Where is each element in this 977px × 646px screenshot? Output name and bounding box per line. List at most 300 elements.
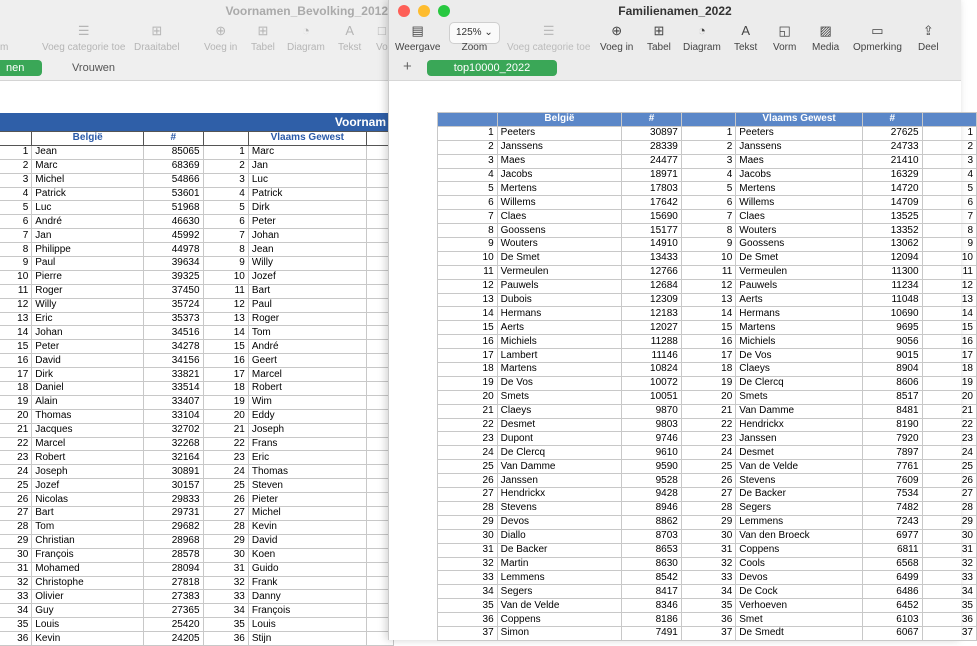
rank-cell[interactable]: 6 xyxy=(0,215,32,229)
count-cell[interactable]: 8542 xyxy=(622,571,682,585)
rank-cell[interactable]: 4 xyxy=(681,168,735,182)
count-cell[interactable]: 35724 xyxy=(144,298,203,312)
table-row[interactable] xyxy=(438,238,977,252)
name-cell[interactable]: David xyxy=(32,354,144,368)
name-cell[interactable]: De Backer xyxy=(497,543,622,557)
count-cell[interactable]: 11234 xyxy=(862,279,922,293)
rank-cell[interactable]: 37 xyxy=(438,626,498,640)
count-cell[interactable]: 8517 xyxy=(862,390,922,404)
rank-cell[interactable]: 32 xyxy=(203,576,248,590)
rank-cell[interactable]: 3 xyxy=(438,154,498,168)
count-cell[interactable]: 8346 xyxy=(622,599,682,613)
rank-cell[interactable]: 26 xyxy=(0,493,32,507)
back-category-button[interactable]: ☰ Voeg categorie toe xyxy=(42,23,126,53)
rank-cell[interactable]: 34 xyxy=(922,585,976,599)
count-cell[interactable]: 53601 xyxy=(144,187,203,201)
count-cell[interactable]: 10072 xyxy=(622,376,682,390)
count-cell[interactable]: 24477 xyxy=(622,154,682,168)
rank-cell[interactable]: 14 xyxy=(0,326,32,340)
rank-cell[interactable]: 6 xyxy=(681,196,735,210)
name-cell[interactable]: Vermeulen xyxy=(497,265,622,279)
name-cell[interactable]: Thomas xyxy=(248,465,366,479)
count-cell[interactable]: 6103 xyxy=(862,613,922,627)
count-cell[interactable]: 16329 xyxy=(862,168,922,182)
rank-cell[interactable]: 31 xyxy=(681,543,735,557)
table-row[interactable] xyxy=(0,465,394,479)
rank-cell[interactable]: 11 xyxy=(438,265,498,279)
count-cell[interactable]: 28578 xyxy=(144,548,203,562)
rank-cell[interactable]: 2 xyxy=(0,159,32,173)
table-row[interactable] xyxy=(0,326,394,340)
rank-cell[interactable]: 19 xyxy=(922,376,976,390)
table-row[interactable] xyxy=(438,585,977,599)
rank-cell[interactable]: 9 xyxy=(922,238,976,252)
rank-cell[interactable]: 7 xyxy=(0,229,32,243)
count-cell[interactable]: 32702 xyxy=(144,423,203,437)
rank-cell[interactable]: 1 xyxy=(681,126,735,140)
name-cell[interactable]: Jan xyxy=(248,159,366,173)
name-cell[interactable]: Stevens xyxy=(497,501,622,515)
name-cell[interactable]: Maes xyxy=(497,154,622,168)
rank-cell[interactable]: 14 xyxy=(922,307,976,321)
rank-cell[interactable]: 4 xyxy=(0,187,32,201)
table-row[interactable] xyxy=(438,626,977,640)
rank-cell[interactable]: 2 xyxy=(922,140,976,154)
rank-cell[interactable]: 21 xyxy=(203,423,248,437)
rank-cell[interactable]: 31 xyxy=(922,543,976,557)
count-cell[interactable]: 7920 xyxy=(862,432,922,446)
rank-cell[interactable]: 9 xyxy=(438,238,498,252)
table-row[interactable] xyxy=(438,613,977,627)
count-cell[interactable]: 44978 xyxy=(144,243,203,257)
table-row[interactable] xyxy=(0,243,394,257)
table-row[interactable] xyxy=(438,515,977,529)
rank-cell[interactable]: 19 xyxy=(681,376,735,390)
table-row[interactable] xyxy=(0,562,394,576)
rank-cell[interactable]: 22 xyxy=(0,437,32,451)
name-cell[interactable]: André xyxy=(32,215,144,229)
count-cell[interactable]: 28968 xyxy=(144,534,203,548)
table-row[interactable] xyxy=(0,409,394,423)
rank-cell[interactable]: 13 xyxy=(681,293,735,307)
count-cell[interactable]: 11300 xyxy=(862,265,922,279)
table-row[interactable] xyxy=(438,224,977,238)
rank-cell[interactable]: 3 xyxy=(0,173,32,187)
rank-cell[interactable]: 17 xyxy=(0,368,32,382)
table-row[interactable] xyxy=(0,576,394,590)
name-cell[interactable]: Guy xyxy=(32,604,144,618)
rank-cell[interactable]: 4 xyxy=(438,168,498,182)
name-cell[interactable]: Tom xyxy=(248,326,366,340)
name-cell[interactable]: Pierre xyxy=(32,270,144,284)
rank-cell[interactable]: 21 xyxy=(681,404,735,418)
count-cell[interactable]: 34278 xyxy=(144,340,203,354)
name-cell[interactable]: Mertens xyxy=(497,182,622,196)
count-cell[interactable]: 85065 xyxy=(144,145,203,159)
rank-cell[interactable]: 15 xyxy=(203,340,248,354)
count-cell[interactable]: 27818 xyxy=(144,576,203,590)
name-cell[interactable]: Goossens xyxy=(736,238,863,252)
table-row[interactable] xyxy=(438,251,977,265)
count-cell[interactable]: 15177 xyxy=(622,224,682,238)
name-cell[interactable]: Olivier xyxy=(32,590,144,604)
rank-cell[interactable]: 30 xyxy=(922,529,976,543)
rank-cell[interactable]: 24 xyxy=(681,446,735,460)
name-cell[interactable]: Roger xyxy=(248,312,366,326)
rank-cell[interactable]: 36 xyxy=(203,632,248,646)
name-cell[interactable]: Roger xyxy=(32,284,144,298)
name-cell[interactable]: Simon xyxy=(497,626,622,640)
count-cell[interactable]: 9056 xyxy=(862,335,922,349)
count-cell[interactable]: 8653 xyxy=(622,543,682,557)
count-cell[interactable]: 32268 xyxy=(144,437,203,451)
table-row[interactable] xyxy=(438,126,977,140)
count-cell[interactable]: 45992 xyxy=(144,229,203,243)
count-cell[interactable]: 7243 xyxy=(862,515,922,529)
count-cell[interactable]: 8862 xyxy=(622,515,682,529)
rank-cell[interactable]: 36 xyxy=(438,613,498,627)
table-row[interactable] xyxy=(438,335,977,349)
rank-cell[interactable]: 33 xyxy=(0,590,32,604)
table-row[interactable] xyxy=(0,479,394,493)
name-cell[interactable]: Van Damme xyxy=(497,460,622,474)
name-cell[interactable]: Jozef xyxy=(32,479,144,493)
name-cell[interactable]: Stevens xyxy=(736,474,863,488)
rank-cell[interactable]: 34 xyxy=(438,585,498,599)
rank-cell[interactable]: 8 xyxy=(0,243,32,257)
rank-cell[interactable]: 36 xyxy=(922,613,976,627)
rank-cell[interactable]: 21 xyxy=(922,404,976,418)
rank-cell[interactable]: 5 xyxy=(681,182,735,196)
name-cell[interactable]: Maes xyxy=(736,154,863,168)
rank-cell[interactable]: 12 xyxy=(681,279,735,293)
rank-cell[interactable]: 28 xyxy=(203,520,248,534)
table-row[interactable] xyxy=(0,201,394,215)
rank-cell[interactable]: 16 xyxy=(203,354,248,368)
rank-cell[interactable]: 33 xyxy=(203,590,248,604)
count-cell[interactable]: 9015 xyxy=(862,349,922,363)
name-cell[interactable]: Guido xyxy=(248,562,366,576)
name-cell[interactable]: Jacobs xyxy=(736,168,863,182)
table-row[interactable] xyxy=(0,284,394,298)
count-cell[interactable]: 6977 xyxy=(862,529,922,543)
name-cell[interactable]: Bart xyxy=(32,507,144,521)
name-cell[interactable]: Claes xyxy=(736,210,863,224)
name-cell[interactable]: Willems xyxy=(736,196,863,210)
name-cell[interactable]: Daniel xyxy=(32,382,144,396)
rank-cell[interactable]: 18 xyxy=(438,363,498,377)
count-cell[interactable]: 28094 xyxy=(144,562,203,576)
name-cell[interactable]: Peeters xyxy=(497,126,622,140)
rank-cell[interactable]: 6 xyxy=(922,196,976,210)
rank-cell[interactable]: 31 xyxy=(0,562,32,576)
count-cell[interactable]: 12094 xyxy=(862,251,922,265)
table-row[interactable] xyxy=(0,437,394,451)
back-text-button[interactable]: A Tekst xyxy=(338,23,362,53)
table-row[interactable] xyxy=(0,590,394,604)
name-cell[interactable]: Robert xyxy=(248,382,366,396)
count-cell[interactable]: 28339 xyxy=(622,140,682,154)
count-cell[interactable]: 18971 xyxy=(622,168,682,182)
count-cell[interactable]: 6811 xyxy=(862,543,922,557)
count-cell[interactable]: 13352 xyxy=(862,224,922,238)
name-cell[interactable]: Joseph xyxy=(32,465,144,479)
rank-cell[interactable]: 1 xyxy=(0,145,32,159)
count-cell[interactable]: 13062 xyxy=(862,238,922,252)
count-cell[interactable]: 14709 xyxy=(862,196,922,210)
name-cell[interactable]: Goossens xyxy=(497,224,622,238)
rank-cell[interactable]: 15 xyxy=(922,321,976,335)
name-cell[interactable]: Marc xyxy=(248,145,366,159)
table-row[interactable] xyxy=(0,520,394,534)
count-cell[interactable]: 24205 xyxy=(144,632,203,646)
count-cell[interactable]: 6452 xyxy=(862,599,922,613)
rank-cell[interactable]: 29 xyxy=(681,515,735,529)
name-cell[interactable]: Nicolas xyxy=(32,493,144,507)
rank-cell[interactable]: 35 xyxy=(0,618,32,632)
name-cell[interactable]: David xyxy=(248,534,366,548)
name-cell[interactable]: Segers xyxy=(497,585,622,599)
count-cell[interactable]: 9803 xyxy=(622,418,682,432)
table-row[interactable] xyxy=(0,173,394,187)
table-row[interactable] xyxy=(438,432,977,446)
name-cell[interactable]: Lemmens xyxy=(736,515,863,529)
count-cell[interactable]: 21410 xyxy=(862,154,922,168)
rank-cell[interactable]: 23 xyxy=(438,432,498,446)
name-cell[interactable]: Marcel xyxy=(248,368,366,382)
rank-cell[interactable]: 1 xyxy=(438,126,498,140)
name-cell[interactable]: Hendrickx xyxy=(736,418,863,432)
comment-button[interactable]: ▭ Opmerking xyxy=(853,23,902,53)
count-cell[interactable]: 6499 xyxy=(862,571,922,585)
count-cell[interactable]: 6568 xyxy=(862,557,922,571)
rank-cell[interactable]: 33 xyxy=(681,571,735,585)
rank-cell[interactable]: 19 xyxy=(203,395,248,409)
table-row[interactable] xyxy=(438,571,977,585)
table-row[interactable] xyxy=(0,229,394,243)
name-cell[interactable]: Steven xyxy=(248,479,366,493)
name-cell[interactable]: Eric xyxy=(248,451,366,465)
rank-cell[interactable]: 16 xyxy=(681,335,735,349)
name-cell[interactable]: Willy xyxy=(248,257,366,271)
insert-button[interactable]: ⊕ Voeg in xyxy=(600,23,634,53)
table-row[interactable] xyxy=(0,145,394,159)
name-cell[interactable]: Patrick xyxy=(248,187,366,201)
name-cell[interactable]: Jacques xyxy=(32,423,144,437)
rank-cell[interactable]: 35 xyxy=(438,599,498,613)
back-shape-button[interactable]: □ Vo xyxy=(376,23,388,53)
name-cell[interactable]: De Clercq xyxy=(736,376,863,390)
name-cell[interactable]: Van de Velde xyxy=(736,460,863,474)
rank-cell[interactable]: 23 xyxy=(922,432,976,446)
name-cell[interactable]: Danny xyxy=(248,590,366,604)
rank-cell[interactable]: 14 xyxy=(438,307,498,321)
count-cell[interactable]: 34516 xyxy=(144,326,203,340)
name-cell[interactable]: Jean xyxy=(32,145,144,159)
name-cell[interactable]: Louis xyxy=(32,618,144,632)
table-row[interactable] xyxy=(438,599,977,613)
rank-cell[interactable]: 14 xyxy=(681,307,735,321)
table-row[interactable] xyxy=(438,293,977,307)
rank-cell[interactable]: 5 xyxy=(922,182,976,196)
chart-button[interactable]: ◔ Diagram xyxy=(683,23,721,53)
table-row[interactable] xyxy=(438,404,977,418)
table-row[interactable] xyxy=(438,543,977,557)
rank-cell[interactable]: 6 xyxy=(438,196,498,210)
rank-cell[interactable]: 37 xyxy=(681,626,735,640)
table-row[interactable] xyxy=(0,298,394,312)
name-cell[interactable]: Kevin xyxy=(32,632,144,646)
name-cell[interactable]: Claeys xyxy=(497,404,622,418)
count-cell[interactable]: 10051 xyxy=(622,390,682,404)
zoom-button[interactable]: 125% ⌄ Zoom xyxy=(449,22,500,53)
rank-cell[interactable]: 7 xyxy=(203,229,248,243)
count-cell[interactable]: 9428 xyxy=(622,488,682,502)
count-cell[interactable]: 24733 xyxy=(862,140,922,154)
back-window[interactable] xyxy=(0,0,390,644)
count-cell[interactable]: 8703 xyxy=(622,529,682,543)
name-cell[interactable]: Martens xyxy=(736,321,863,335)
rank-cell[interactable]: 8 xyxy=(438,224,498,238)
rank-cell[interactable]: 29 xyxy=(438,515,498,529)
name-cell[interactable]: Eddy xyxy=(248,409,366,423)
name-cell[interactable]: Christian xyxy=(32,534,144,548)
rank-cell[interactable]: 3 xyxy=(203,173,248,187)
name-cell[interactable]: Michiels xyxy=(736,335,863,349)
rank-cell[interactable]: 34 xyxy=(681,585,735,599)
count-cell[interactable]: 35373 xyxy=(144,312,203,326)
name-cell[interactable]: François xyxy=(32,548,144,562)
rank-cell[interactable]: 27 xyxy=(922,488,976,502)
rank-cell[interactable]: 31 xyxy=(438,543,498,557)
rank-cell[interactable]: 22 xyxy=(681,418,735,432)
rank-cell[interactable]: 27 xyxy=(681,488,735,502)
rank-cell[interactable]: 26 xyxy=(681,474,735,488)
table-row[interactable] xyxy=(438,349,977,363)
name-cell[interactable]: François xyxy=(248,604,366,618)
table-row[interactable] xyxy=(438,529,977,543)
name-cell[interactable]: Tom xyxy=(32,520,144,534)
table-row[interactable] xyxy=(0,618,394,632)
zoom-dropdown[interactable]: 125% ⌄ xyxy=(449,22,500,44)
table-row[interactable] xyxy=(0,312,394,326)
name-cell[interactable]: De Smet xyxy=(497,251,622,265)
table-button[interactable]: ⊞ Tabel xyxy=(647,23,671,53)
rank-cell[interactable]: 10 xyxy=(0,270,32,284)
rank-cell[interactable]: 8 xyxy=(922,224,976,238)
table-row[interactable] xyxy=(438,376,977,390)
count-cell[interactable]: 32164 xyxy=(144,451,203,465)
back-insert-button[interactable]: ⊕ Voeg in xyxy=(204,23,238,53)
name-cell[interactable]: Claeys xyxy=(736,363,863,377)
rank-cell[interactable]: 15 xyxy=(438,321,498,335)
add-sheet-icon[interactable]: + xyxy=(403,58,412,75)
name-cell[interactable]: Peter xyxy=(248,215,366,229)
table-row[interactable] xyxy=(438,363,977,377)
name-cell[interactable]: Marc xyxy=(32,159,144,173)
rank-cell[interactable]: 17 xyxy=(681,349,735,363)
table-row[interactable] xyxy=(438,279,977,293)
name-cell[interactable]: De Vos xyxy=(497,376,622,390)
count-cell[interactable]: 54866 xyxy=(144,173,203,187)
table-row[interactable] xyxy=(0,215,394,229)
count-cell[interactable]: 9590 xyxy=(622,460,682,474)
rank-cell[interactable]: 17 xyxy=(922,349,976,363)
table-row[interactable] xyxy=(438,321,977,335)
rank-cell[interactable]: 22 xyxy=(922,418,976,432)
count-cell[interactable]: 12766 xyxy=(622,265,682,279)
name-cell[interactable]: Johan xyxy=(32,326,144,340)
name-cell[interactable]: Geert xyxy=(248,354,366,368)
count-cell[interactable]: 12027 xyxy=(622,321,682,335)
name-cell[interactable]: Desmet xyxy=(497,418,622,432)
table-row[interactable] xyxy=(0,395,394,409)
table-row[interactable] xyxy=(438,390,977,404)
rank-cell[interactable]: 34 xyxy=(203,604,248,618)
table-row[interactable] xyxy=(438,474,977,488)
count-cell[interactable]: 7482 xyxy=(862,501,922,515)
name-cell[interactable]: Michel xyxy=(32,173,144,187)
count-cell[interactable]: 39634 xyxy=(144,257,203,271)
rank-cell[interactable]: 10 xyxy=(922,251,976,265)
name-cell[interactable]: Stijn xyxy=(248,632,366,646)
rank-cell[interactable]: 21 xyxy=(438,404,498,418)
count-cell[interactable]: 8186 xyxy=(622,613,682,627)
name-cell[interactable]: Coppens xyxy=(736,543,863,557)
name-cell[interactable]: Michel xyxy=(248,507,366,521)
rank-cell[interactable]: 20 xyxy=(922,390,976,404)
name-cell[interactable]: Johan xyxy=(248,229,366,243)
rank-cell[interactable]: 22 xyxy=(438,418,498,432)
rank-cell[interactable]: 20 xyxy=(681,390,735,404)
rank-cell[interactable]: 11 xyxy=(0,284,32,298)
rank-cell[interactable]: 27 xyxy=(438,488,498,502)
front-table[interactable] xyxy=(437,112,977,641)
table-row[interactable] xyxy=(0,368,394,382)
name-cell[interactable]: Pauwels xyxy=(497,279,622,293)
table-row[interactable] xyxy=(0,507,394,521)
rank-cell[interactable]: 26 xyxy=(438,474,498,488)
name-cell[interactable]: Luc xyxy=(32,201,144,215)
rank-cell[interactable]: 25 xyxy=(922,460,976,474)
count-cell[interactable]: 11288 xyxy=(622,335,682,349)
table-row[interactable] xyxy=(0,451,394,465)
count-cell[interactable]: 14910 xyxy=(622,238,682,252)
rank-cell[interactable]: 26 xyxy=(203,493,248,507)
count-cell[interactable]: 37450 xyxy=(144,284,203,298)
rank-cell[interactable]: 24 xyxy=(922,446,976,460)
rank-cell[interactable]: 30 xyxy=(0,548,32,562)
table-row[interactable] xyxy=(438,154,977,168)
rank-cell[interactable]: 6 xyxy=(203,215,248,229)
count-cell[interactable]: 33821 xyxy=(144,368,203,382)
shape-button[interactable]: ◱ Vorm xyxy=(773,23,797,53)
name-cell[interactable]: Lemmens xyxy=(497,571,622,585)
table-row[interactable] xyxy=(438,460,977,474)
rank-cell[interactable]: 2 xyxy=(203,159,248,173)
table-row[interactable] xyxy=(438,501,977,515)
table-row[interactable] xyxy=(0,257,394,271)
text-button[interactable]: A Tekst xyxy=(734,23,758,53)
rank-cell[interactable]: 18 xyxy=(203,382,248,396)
name-cell[interactable]: De Backer xyxy=(736,488,863,502)
rank-cell[interactable]: 33 xyxy=(922,571,976,585)
rank-cell[interactable]: 18 xyxy=(922,363,976,377)
back-table-button[interactable]: ⊞ Tabel xyxy=(251,23,275,53)
table-row[interactable] xyxy=(438,182,977,196)
count-cell[interactable]: 8417 xyxy=(622,585,682,599)
name-cell[interactable]: Alain xyxy=(32,395,144,409)
